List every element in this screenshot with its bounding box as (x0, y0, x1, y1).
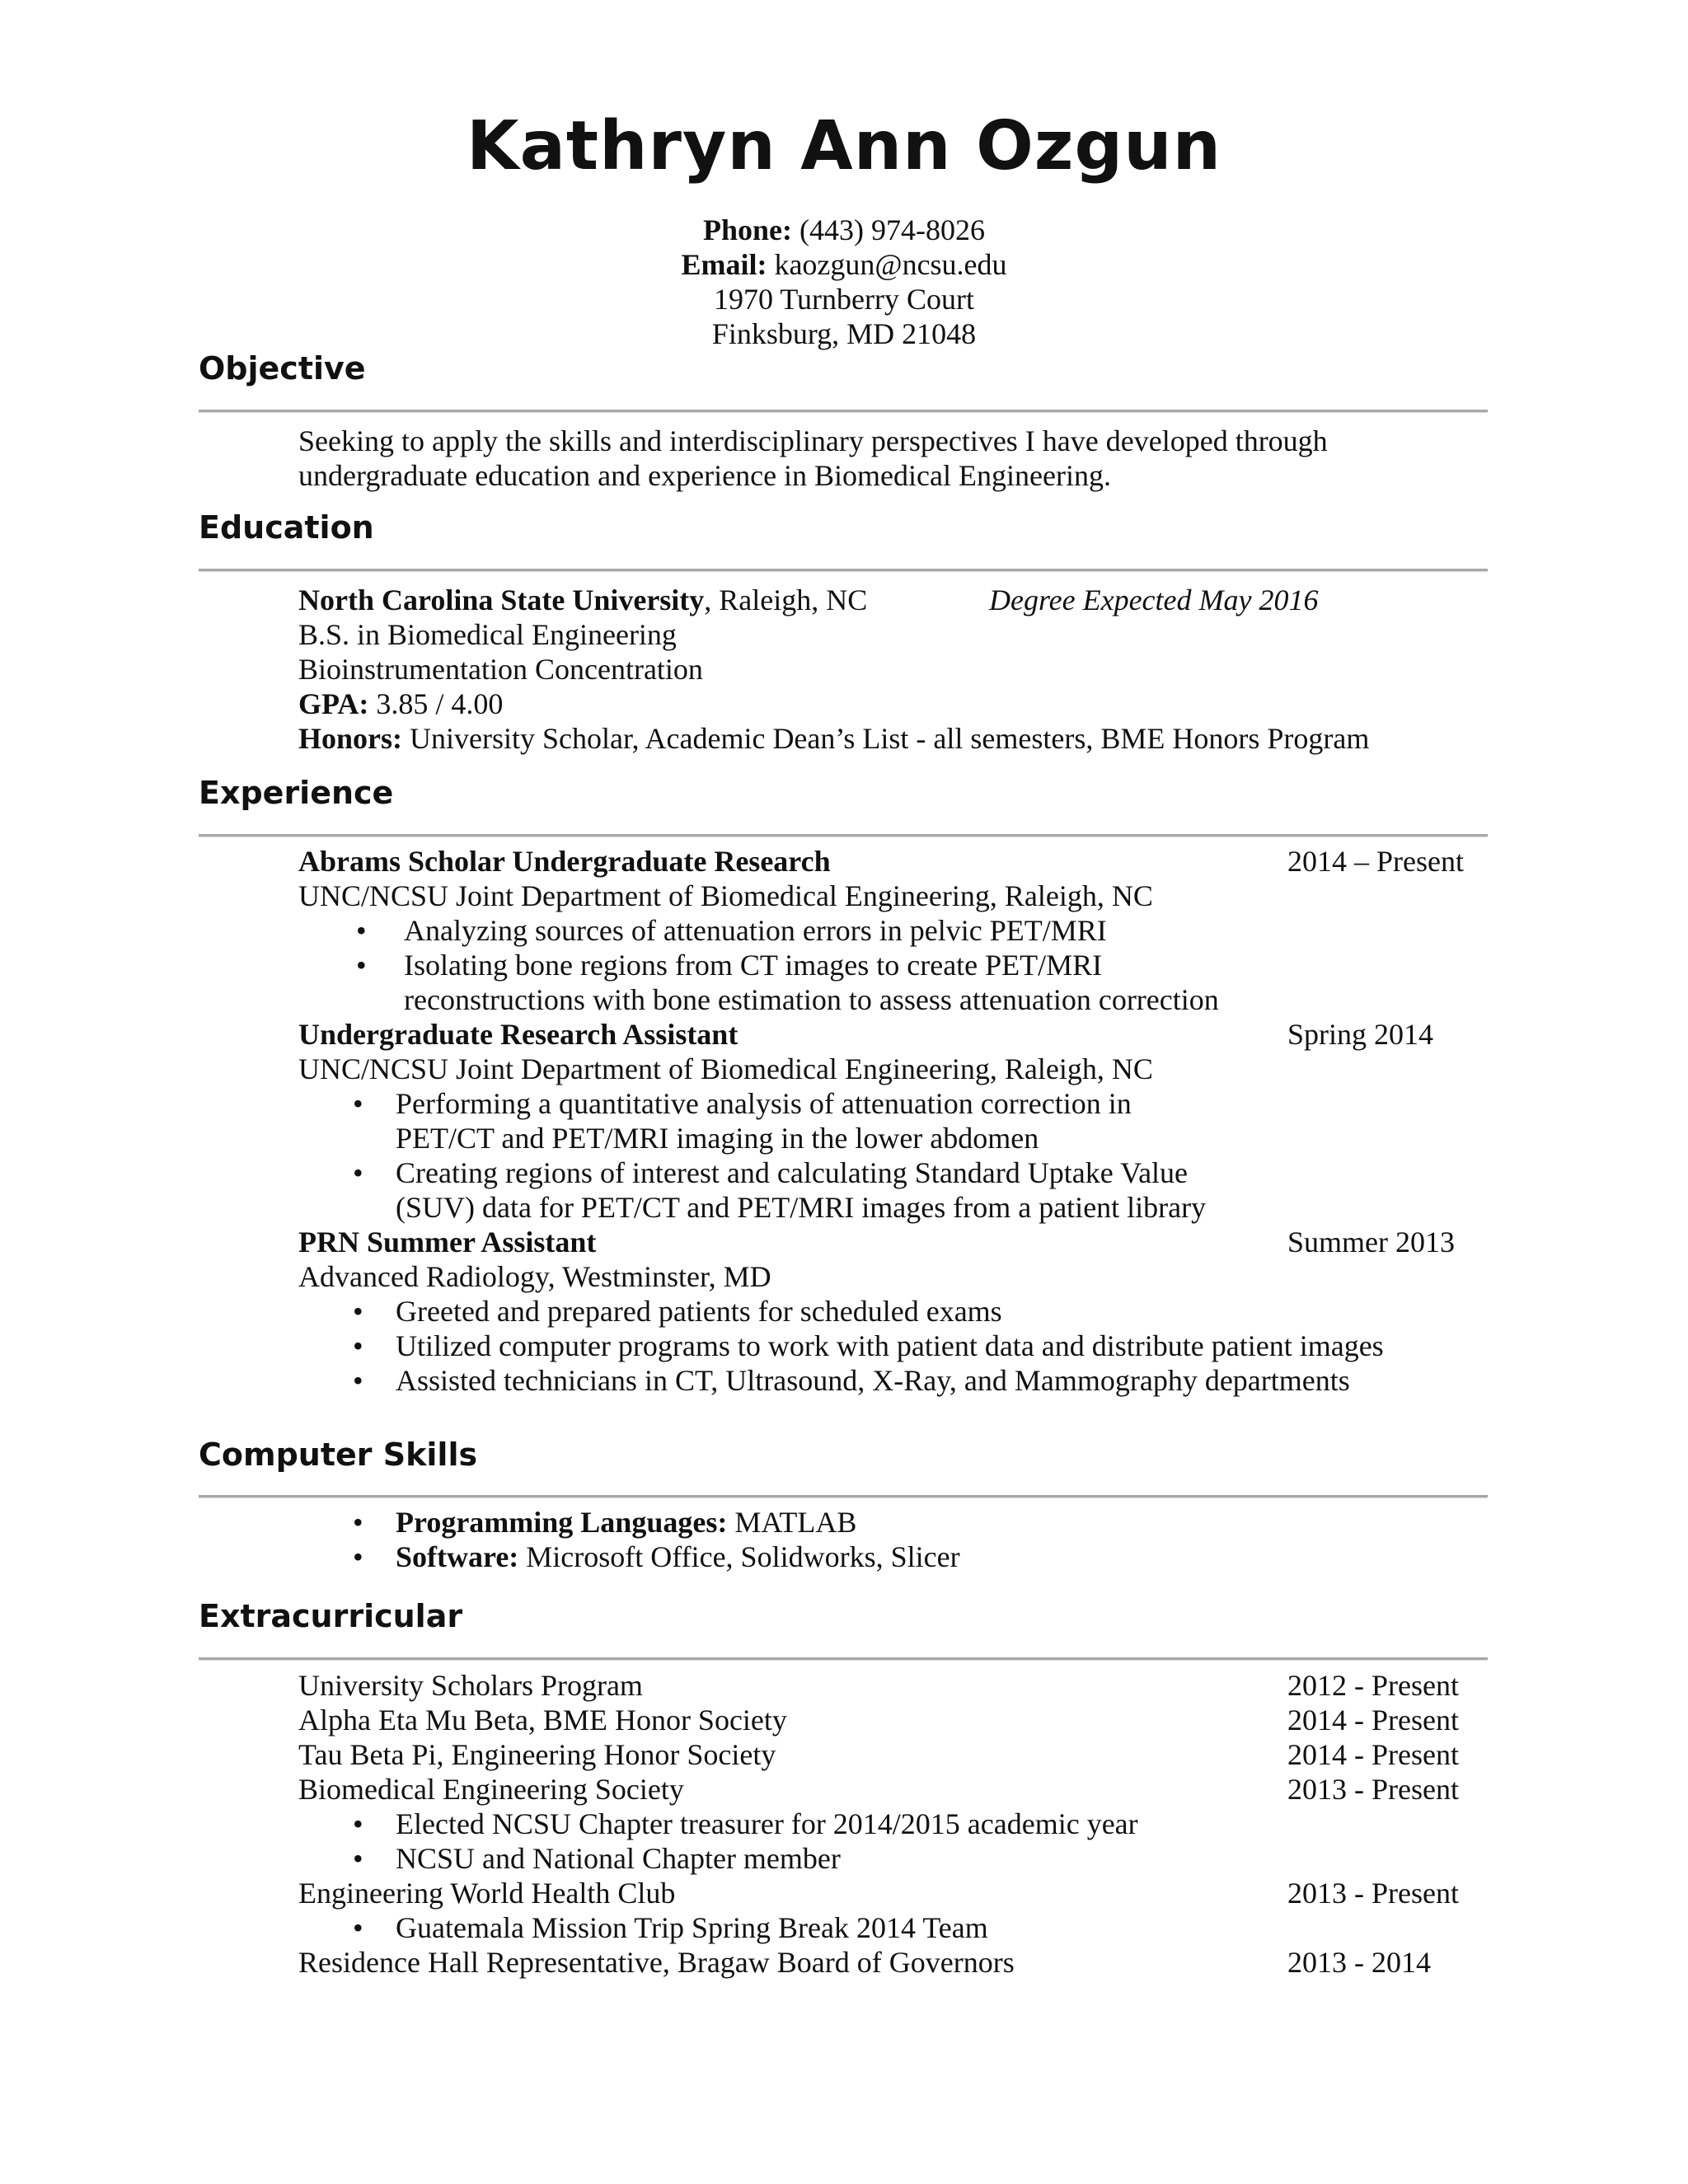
objective-heading: Objective (199, 350, 366, 387)
activity-date: 2014 - Present (1287, 1704, 1459, 1736)
education-rule (199, 569, 1488, 571)
activity-date: 2013 - 2014 (1287, 1946, 1431, 1979)
skill-value: Microsoft Office, Solidworks, Slicer (526, 1540, 960, 1573)
activity-item (298, 1668, 1485, 1703)
bullet-icon: • (353, 1911, 363, 1944)
objective-line: Seeking to apply the skills and interdisciplinary perspectives I have developed through (298, 424, 1328, 457)
activity-date: 2013 - Present (1287, 1877, 1459, 1910)
phone-value: (443) 974-8026 (799, 213, 985, 246)
honors-value: University Scholar, Academic Dean’s List - all semesters, BME Honors Program (410, 722, 1370, 755)
honors-line (298, 721, 1485, 756)
activity-item (298, 1737, 1485, 1772)
bullet-icon: • (356, 949, 367, 982)
activity-date: 2012 - Present (1287, 1669, 1459, 1702)
bullet-text: Assisted technicians in CT, Ultrasound, X-Ray, and Mammography departments (396, 1364, 1350, 1397)
phone-label: Phone: (703, 213, 793, 246)
skill-value: MATLAB (734, 1506, 857, 1539)
bullet-text: PET/CT and PET/MRI imaging in the lower abdomen (396, 1122, 1039, 1155)
extracurricular-heading: Extracurricular (199, 1598, 463, 1634)
job-title-line (298, 1225, 1485, 1259)
skill-label: Software: (396, 1540, 519, 1573)
job-org: Advanced Radiology, Westminster, MD (298, 1260, 771, 1293)
bullet-icon: • (353, 1329, 363, 1362)
job-date: Summer 2013 (1287, 1226, 1455, 1258)
bullet-icon: • (356, 914, 367, 947)
job-bullet (298, 1329, 1485, 1363)
bullet-text: Utilized computer programs to work with patient data and distribute patient images (396, 1329, 1384, 1362)
activity-name: University Scholars Program (298, 1669, 643, 1702)
email-value: kaozgun@ncsu.edu (774, 248, 1007, 281)
activity-item (298, 1876, 1485, 1910)
bullet-text: Elected NCSU Chapter treasurer for 2014/2015 academic year (396, 1807, 1138, 1840)
job-title: PRN Summer Assistant (298, 1226, 597, 1258)
concentration: Bioinstrumentation Concentration (298, 653, 703, 686)
bullet-text: Isolating bone regions from CT images to create PET/MRI (404, 949, 1103, 982)
address-line-2: Finksburg, MD 21048 (711, 317, 977, 350)
activity-date: 2014 - Present (1287, 1738, 1459, 1771)
job-title: Undergraduate Research Assistant (298, 1018, 738, 1051)
job-bullet (298, 1155, 1485, 1190)
activity-item (298, 1945, 1485, 1980)
activity-item (298, 1703, 1485, 1737)
skill-text (396, 1505, 856, 1540)
skill-text (396, 1540, 960, 1574)
contact-block (0, 213, 1688, 351)
bullet-icon: • (353, 1156, 363, 1189)
experience-heading: Experience (199, 775, 394, 811)
bullet-text: Creating regions of interest and calculating Standard Uptake Value (396, 1156, 1189, 1189)
objective-line: undergraduate education and experience in Biomedical Engineering. (298, 459, 1111, 492)
job-title: Abrams Scholar Undergraduate Research (298, 845, 831, 878)
job-bullet (298, 1294, 1485, 1329)
objective-block (298, 424, 1485, 493)
job-org: UNC/NCSU Joint Department of Biomedical Engineering, Raleigh, NC (298, 1052, 1153, 1085)
job-title-line (298, 1017, 1485, 1052)
activity-name: Residence Hall Representative, Bragaw Board of Governors (298, 1946, 1015, 1979)
bullet-icon: • (353, 1540, 363, 1573)
skills-rule (199, 1495, 1488, 1497)
activity-bullet (298, 1841, 1485, 1876)
bullet-text: Analyzing sources of attenuation errors in pelvic PET/MRI (404, 914, 1107, 947)
school-location: , Raleigh, NC (704, 583, 868, 616)
gpa-label: GPA: (298, 687, 369, 720)
skill-label: Programming Languages: (396, 1506, 728, 1539)
bullet-text: Performing a quantitative analysis of attenuation correction in (396, 1087, 1132, 1120)
degree: B.S. in Biomedical Engineering (298, 618, 677, 651)
honors-label: Honors: (298, 722, 402, 755)
bullet-text: Guatemala Mission Trip Spring Break 2014 Team (396, 1911, 988, 1944)
job-date: 2014 – Present (1287, 845, 1464, 878)
activity-name: Tau Beta Pi, Engineering Honor Society (298, 1738, 776, 1771)
job-date: Spring 2014 (1287, 1018, 1434, 1051)
phone-line (0, 213, 1688, 247)
extracurricular-block (298, 1668, 1485, 1980)
bullet-text: reconstructions with bone estimation to assess attenuation correction (404, 983, 1219, 1016)
job-title-line (298, 844, 1485, 879)
activity-name: Engineering World Health Club (298, 1877, 676, 1910)
bullet-text: (SUV) data for PET/CT and PET/MRI images from a patient library (396, 1191, 1207, 1224)
job-bullet (298, 1363, 1485, 1398)
education-heading: Education (199, 509, 374, 546)
school-name: North Carolina State University (298, 583, 705, 616)
gpa-value: 3.85 / 4.00 (376, 687, 504, 720)
activity-item (298, 1772, 1485, 1807)
email-label: Email: (681, 248, 767, 281)
education-school-line (298, 583, 1485, 617)
activity-name: Alpha Eta Mu Beta, BME Honor Society (298, 1704, 787, 1736)
bullet-icon: • (353, 1842, 363, 1875)
job-bullet-continuation (298, 1190, 1485, 1225)
skills-heading: Computer Skills (199, 1436, 478, 1473)
education-block (298, 583, 1485, 756)
bullet-icon: • (353, 1807, 363, 1840)
bullet-icon: • (353, 1506, 363, 1539)
job-bullet-continuation (298, 1121, 1485, 1155)
bullet-icon: • (353, 1087, 363, 1120)
skills-block (298, 1505, 1485, 1576)
email-line (0, 247, 1688, 282)
skill-item (298, 1505, 1485, 1540)
activity-name: Biomedical Engineering Society (298, 1773, 684, 1806)
activity-bullet (298, 1910, 1485, 1945)
extracurricular-rule (199, 1657, 1488, 1660)
address-line-1: 1970 Turnberry Court (713, 283, 975, 316)
bullet-text: NCSU and National Chapter member (396, 1842, 841, 1875)
job-org: UNC/NCSU Joint Department of Biomedical Engineering, Raleigh, NC (298, 879, 1153, 912)
job-bullet (298, 913, 1485, 948)
objective-rule (199, 410, 1488, 412)
experience-block (298, 844, 1485, 1398)
gpa-line (298, 687, 1485, 721)
bullet-icon: • (353, 1295, 363, 1328)
job-bullet-continuation (298, 982, 1485, 1017)
job-bullet (298, 1086, 1485, 1121)
experience-rule (199, 834, 1488, 837)
job-bullet (298, 948, 1485, 982)
resume-name: Kathryn Ann Ozgun (467, 107, 1221, 185)
activity-date: 2013 - Present (1287, 1773, 1459, 1806)
activity-bullet (298, 1807, 1485, 1841)
skill-item (298, 1540, 1485, 1576)
degree-date: Degree Expected May 2016 (989, 583, 1319, 616)
bullet-text: Greeted and prepared patients for scheduled exams (396, 1295, 1002, 1328)
bullet-icon: • (353, 1364, 363, 1397)
